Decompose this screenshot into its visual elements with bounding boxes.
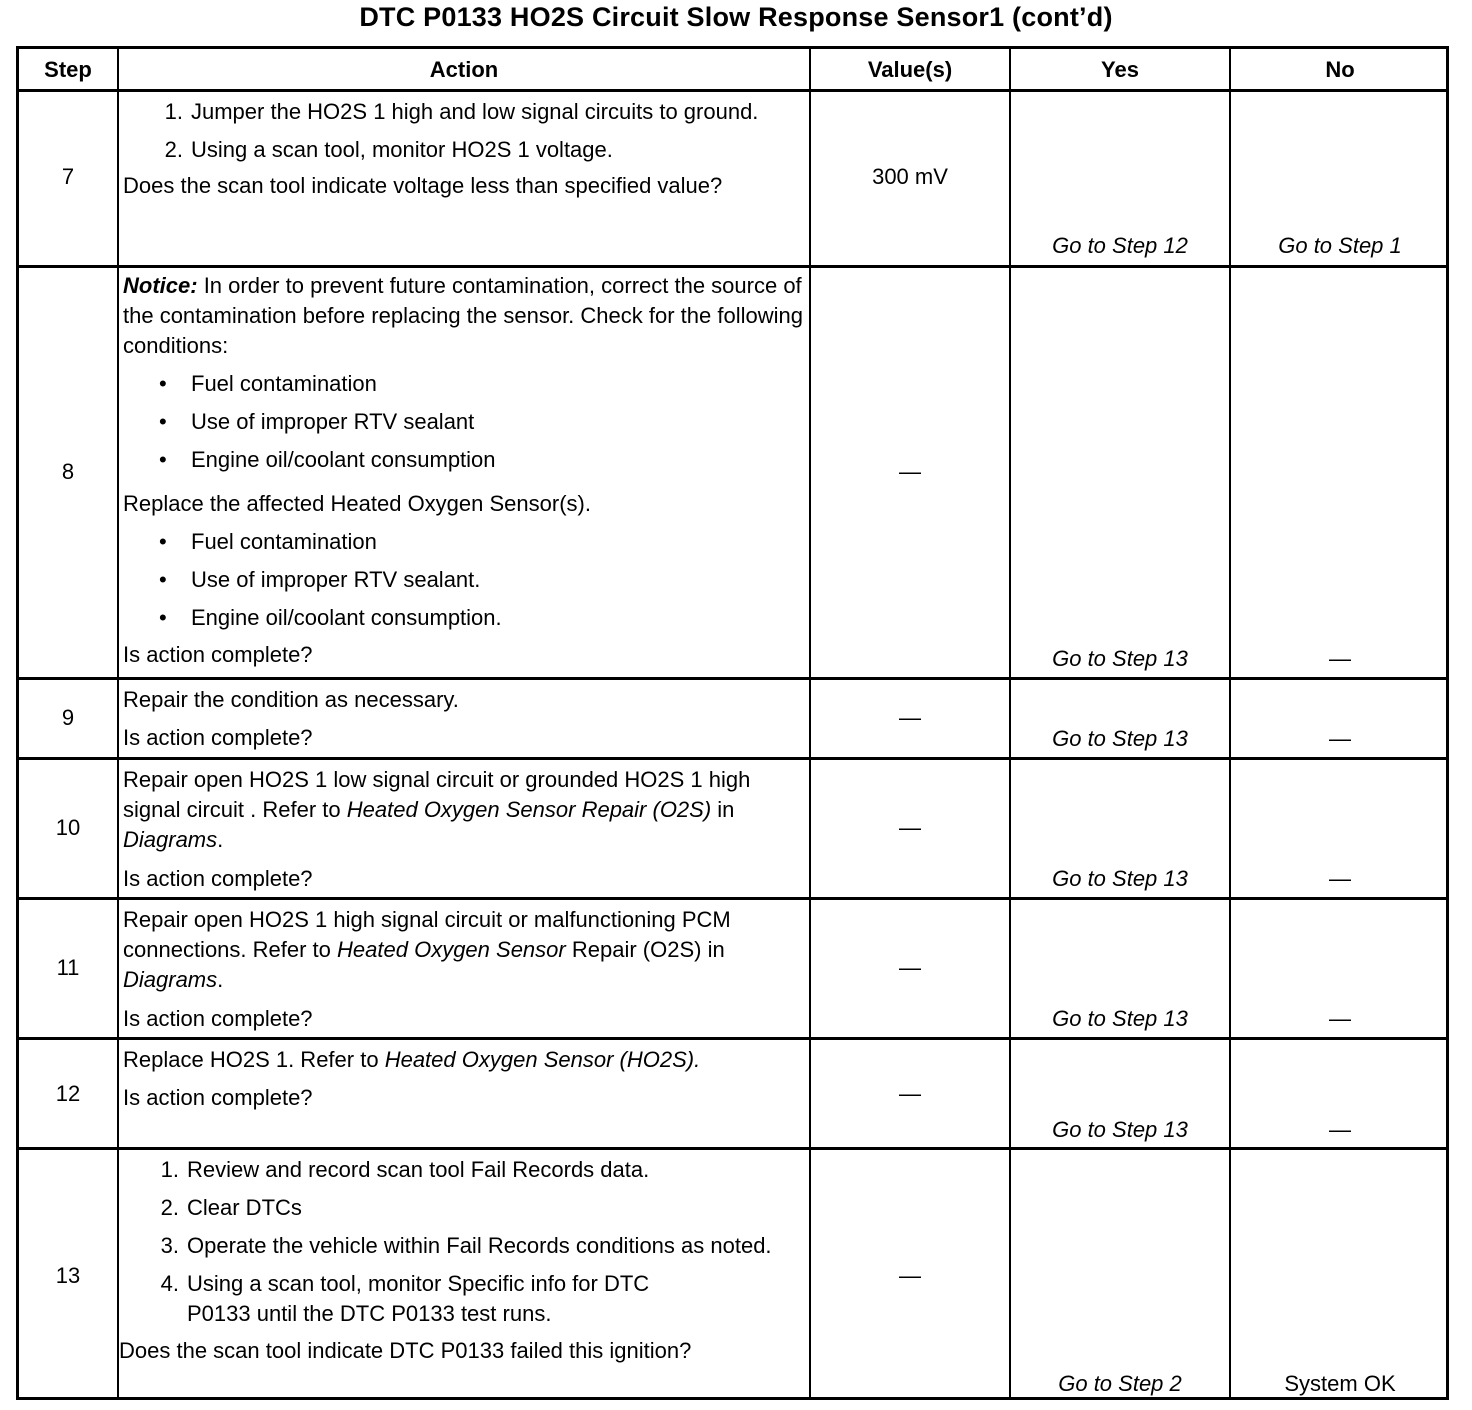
no-cell: Go to Step 1	[1278, 233, 1402, 258]
row-divider	[19, 897, 1446, 900]
yes-cell: Go to Step 13	[1052, 646, 1188, 671]
yes-cell: Go to Step 13	[1052, 866, 1188, 891]
instruction-text: Replace the affected Heated Oxygen Sensor(s).	[123, 491, 591, 516]
question-text: Is action complete?	[123, 1006, 313, 1031]
no-cell: —	[1329, 1117, 1351, 1142]
value-cell: 300 mV	[872, 164, 948, 189]
action-cell	[119, 1155, 803, 1366]
step-number: 11	[56, 955, 80, 980]
instruction-text: Replace HO2S 1. Refer to Heated Oxygen Sensor (HO2S).	[123, 1047, 701, 1072]
question-text: Is action complete?	[123, 1085, 313, 1110]
list-item: • Engine oil/coolant consumption.	[159, 605, 502, 630]
question-text: Is action complete?	[123, 642, 313, 667]
row-divider	[19, 1037, 1446, 1040]
instruction-text: Repair open HO2S 1 high signal circuit or malfunctioning PCM connections. Refer to Heated Oxygen Sensor Repair (O2S) in Diagrams.	[123, 907, 731, 992]
value-cell: —	[899, 1263, 921, 1288]
no-cell: —	[1329, 726, 1351, 751]
header-yes: Yes	[1101, 57, 1139, 82]
list-item: • Use of improper RTV sealant	[159, 409, 475, 434]
row-divider	[19, 757, 1446, 760]
no-cell: —	[1329, 646, 1351, 671]
value-cell: —	[899, 705, 921, 730]
yes-cell: Go to Step 13	[1052, 1006, 1188, 1031]
list-item: • Engine oil/coolant consumption	[159, 447, 496, 472]
action-cell	[123, 905, 803, 1034]
diagnostic-table	[16, 46, 1449, 1400]
value-cell: —	[899, 1081, 921, 1106]
notice-text: Notice: In order to prevent future contamination, correct the source of the contamination before replacing the sensor. Check for the following conditions:	[123, 273, 803, 358]
step-number: 12	[55, 1081, 81, 1106]
step-number: 9	[61, 705, 75, 730]
header-values: Value(s)	[867, 57, 953, 82]
value-cell: —	[899, 815, 921, 840]
yes-cell: Go to Step 13	[1052, 726, 1188, 751]
list-item: 3. Operate the vehicle within Fail Records conditions as noted.	[160, 1233, 772, 1258]
yes-cell: Go to Step 12	[1052, 233, 1188, 258]
no-cell: System OK	[1284, 1371, 1396, 1396]
row-divider	[19, 677, 1446, 680]
yes-cell: Go to Step 2	[1058, 1371, 1182, 1396]
action-cell	[123, 1045, 803, 1113]
list-item: 4. Using a scan tool, monitor Specific info for DTC P0133 until the DTC P0133 test runs.	[160, 1271, 650, 1326]
action-cell	[123, 271, 803, 670]
instruction-text: Repair open HO2S 1 low signal circuit or grounded HO2S 1 high signal circuit . Refer to Heated Oxygen Sensor Repair (O2S) in Diagrams.	[123, 767, 751, 852]
question-text: Is action complete?	[123, 866, 313, 891]
list-item: 1. Jumper the HO2S 1 high and low signal circuits to ground.	[164, 99, 759, 124]
list-item: 2. Clear DTCs	[160, 1195, 302, 1220]
row-divider	[19, 265, 1446, 268]
row-divider	[19, 1147, 1446, 1150]
question-text: Does the scan tool indicate voltage less than specified value?	[123, 173, 723, 198]
value-cell: —	[899, 955, 921, 980]
header-action: Action	[429, 57, 499, 82]
list-item: • Use of improper RTV sealant.	[159, 567, 481, 592]
list-item: • Fuel contamination	[159, 371, 377, 396]
page-title: DTC P0133 HO2S Circuit Slow Response Sensor1 (cont’d)	[359, 2, 1113, 32]
yes-cell: Go to Step 13	[1052, 1117, 1188, 1142]
instruction-text: Repair the condition as necessary.	[123, 687, 459, 712]
step-number: 8	[61, 459, 75, 484]
no-cell: —	[1329, 866, 1351, 891]
no-cell: —	[1329, 1006, 1351, 1031]
header-no: No	[1325, 57, 1355, 82]
action-cell	[123, 97, 803, 201]
step-number: 13	[55, 1263, 81, 1288]
list-item: • Fuel contamination	[159, 529, 377, 554]
question-text: Is action complete?	[123, 725, 313, 750]
value-cell: —	[899, 459, 921, 484]
step-number: 7	[61, 164, 75, 189]
action-cell	[123, 685, 803, 753]
question-text: Does the scan tool indicate DTC P0133 failed this ignition?	[119, 1338, 692, 1363]
step-number: 10	[55, 815, 81, 840]
header-step: Step	[44, 57, 92, 82]
list-item: 2. Using a scan tool, monitor HO2S 1 voltage.	[164, 137, 613, 162]
list-item: 1. Review and record scan tool Fail Records data.	[160, 1157, 650, 1182]
action-cell	[123, 765, 803, 894]
